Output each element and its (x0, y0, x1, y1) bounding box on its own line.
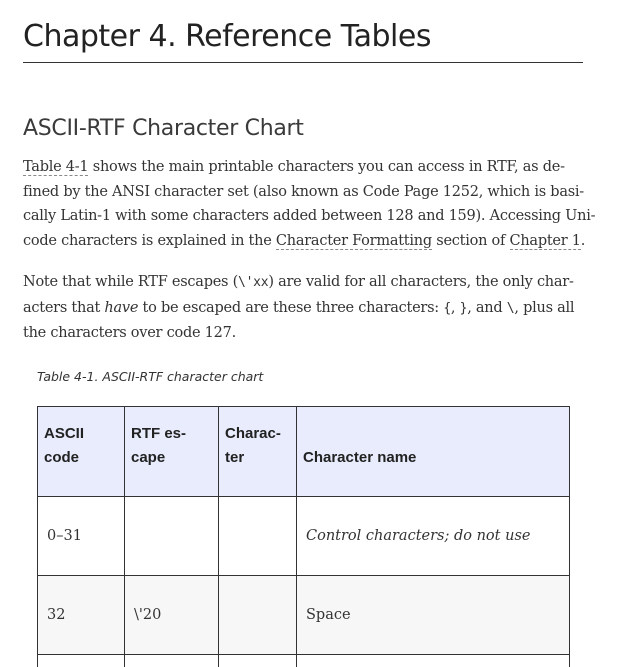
intro-line-3: cally Latin-1 with some characters added between 128 and 159). Accessing Uni- (23, 208, 596, 224)
table-row (38, 576, 570, 655)
intro-line-4-mid: section of (431, 232, 510, 249)
table-caption: Table 4-1. ASCII-RTF character chart (37, 369, 264, 384)
cell-rtf: \'20 (125, 576, 219, 655)
header-rtf-line-1: RTF es- (131, 425, 187, 442)
cell-char (219, 655, 297, 667)
note-line-2-start: acters that (23, 299, 105, 316)
intro-line-4-end: . (580, 232, 586, 249)
cell-char (219, 576, 297, 655)
note-line-2-end: , plus all (514, 299, 575, 316)
chapter-title: Chapter 4. Reference Tables (23, 19, 431, 54)
close-brace-code: } (459, 300, 468, 316)
cell-name: Space (297, 576, 570, 655)
intro-line-1 (23, 155, 583, 180)
table-4-1-link[interactable]: Table 4-1 (23, 159, 89, 175)
note-line-2-mid: to be escaped are these three characters: (138, 299, 444, 316)
note-sep-1: , (450, 299, 460, 316)
header-char-line-2: ter (225, 449, 245, 466)
note-sep-2: , and (467, 299, 507, 316)
escape-note-paragraph (23, 270, 583, 346)
cell-rtf (125, 655, 219, 667)
cell-char (219, 497, 297, 576)
ascii-rtf-table (37, 406, 570, 667)
header-character (219, 407, 297, 497)
note-emphasis: have (104, 299, 139, 316)
section-title: ASCII-RTF Character Chart (23, 116, 304, 141)
cell-rtf (125, 497, 219, 576)
note-line-1-end: ) are valid for all characters, the only char- (268, 274, 574, 290)
intro-line-2: fined by the ANSI character set (also known as Code Page 1252, which is basi- (23, 183, 584, 200)
cell-name (297, 655, 570, 667)
note-line-1-start: Note that while RTF escapes ( (23, 274, 239, 290)
header-character-name: Character name (297, 407, 570, 497)
backslash-code: \ (506, 300, 515, 316)
intro-paragraph (23, 155, 596, 253)
cell-ascii: 32 (38, 576, 125, 655)
note-line-3: the characters over code 127. (23, 325, 236, 341)
table-row (38, 655, 570, 667)
note-line-2 (23, 296, 583, 322)
header-ascii-line-2: code (44, 449, 80, 466)
chapter-1-link[interactable]: Chapter 1 (509, 232, 581, 249)
header-ascii-code (38, 407, 125, 497)
character-formatting-link[interactable]: Character Formatting (275, 232, 432, 249)
header-rtf-escape (125, 407, 219, 497)
note-line-1 (23, 270, 583, 296)
cell-name: Control characters; do not use (297, 497, 570, 576)
chapter-title-rule (23, 62, 583, 63)
table-header-row (38, 407, 570, 497)
escape-code: \'xx (238, 275, 269, 290)
intro-line-4 (23, 229, 586, 254)
cell-ascii (38, 655, 125, 667)
cell-ascii: 0–31 (38, 497, 125, 576)
header-rtf-line-2: cape (131, 449, 166, 466)
intro-line-1-text: shows the main printable characters you can access in RTF, as de- (88, 159, 565, 175)
header-ascii-line-1: ASCII (44, 425, 85, 442)
intro-line-4-start: code characters is explained in the (23, 232, 276, 249)
open-brace-code: { (443, 300, 451, 316)
table-row (38, 497, 570, 576)
header-char-line-1: Charac- (225, 425, 281, 442)
